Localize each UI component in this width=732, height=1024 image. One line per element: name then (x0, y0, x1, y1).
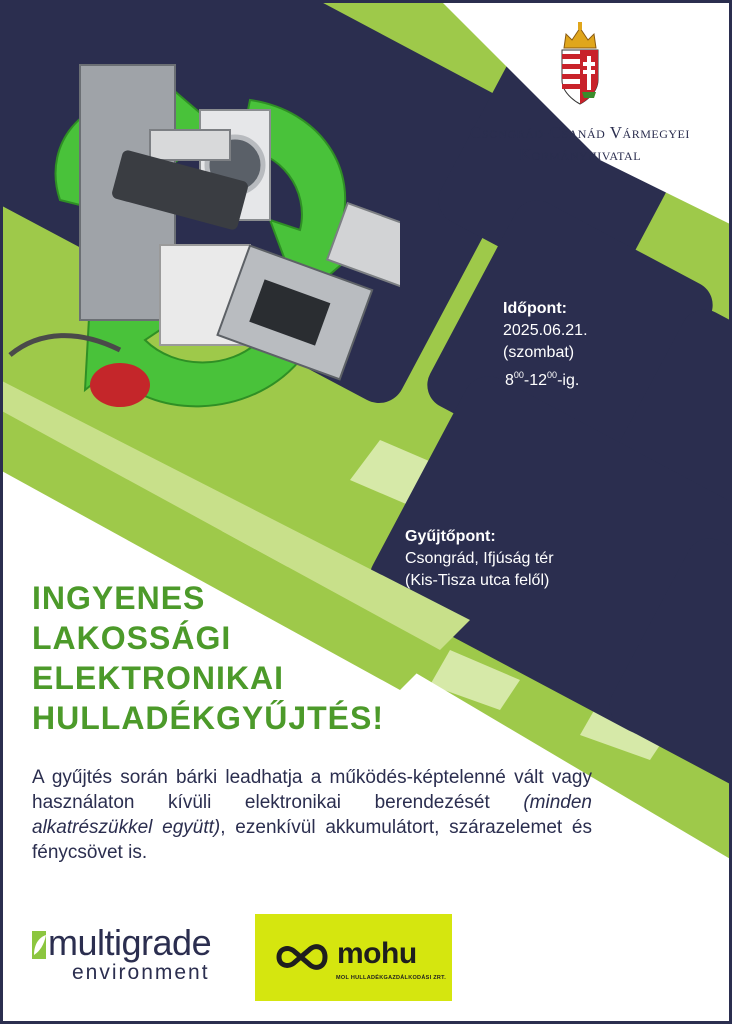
place-info (405, 526, 554, 592)
headline-line3: ELEKTRONIKAI (32, 660, 284, 696)
event-weekday: (szombat) (503, 344, 575, 361)
mohu-logo (255, 914, 452, 1001)
mohu-infinity-icon (273, 940, 331, 974)
mohu-subtitle: MOL HULLADÉKGAZDÁLKODÁSI ZRT. (336, 975, 447, 981)
organization-name (440, 122, 720, 166)
multigrade-environment: environment (72, 961, 210, 984)
time-info (503, 298, 588, 392)
place-label: Gyűjtőpont: (405, 528, 496, 545)
event-hours: $8^{00}-12^{00}-ig$. (505, 370, 580, 389)
mohu-name: mohu (337, 937, 417, 970)
organization-name-line1: Csongrád-Csanád Vármegyei (470, 123, 690, 142)
time-label: Időpont: (503, 300, 567, 317)
headline-line4: HULLADÉKGYŰJTÉS! (32, 700, 385, 736)
headline (32, 578, 384, 738)
multigrade-name: ultigrade (77, 922, 212, 963)
multigrade-m: m (48, 922, 78, 963)
headline-line2: LAKOSSÁGI (32, 620, 232, 656)
place-line2: (Kis-Tisza utca felől) (405, 572, 550, 589)
multigrade-logo (32, 922, 212, 985)
leaf-icon (32, 927, 48, 959)
event-date: 2025.06.21. (503, 322, 588, 339)
government-header (440, 20, 720, 166)
description-italic: (minden alkatrészükkel együtt) (32, 792, 592, 838)
headline-line1: INGYENES (32, 580, 206, 616)
place-line1: Csongrád, Ifjúság tér (405, 550, 554, 567)
hungarian-coat-of-arms-icon (556, 20, 604, 110)
organization-name-line2: Kormányhivatal (518, 145, 642, 164)
description-paragraph: A gyűjtés során bárki leadhatja a működés-képtelenné vált vagy használaton kívüli elektronikai berendezését (minden alkatrészükkel együtt), ezenkívül akkumulátort, szárazelemet és fénycsövet is. (32, 767, 593, 863)
